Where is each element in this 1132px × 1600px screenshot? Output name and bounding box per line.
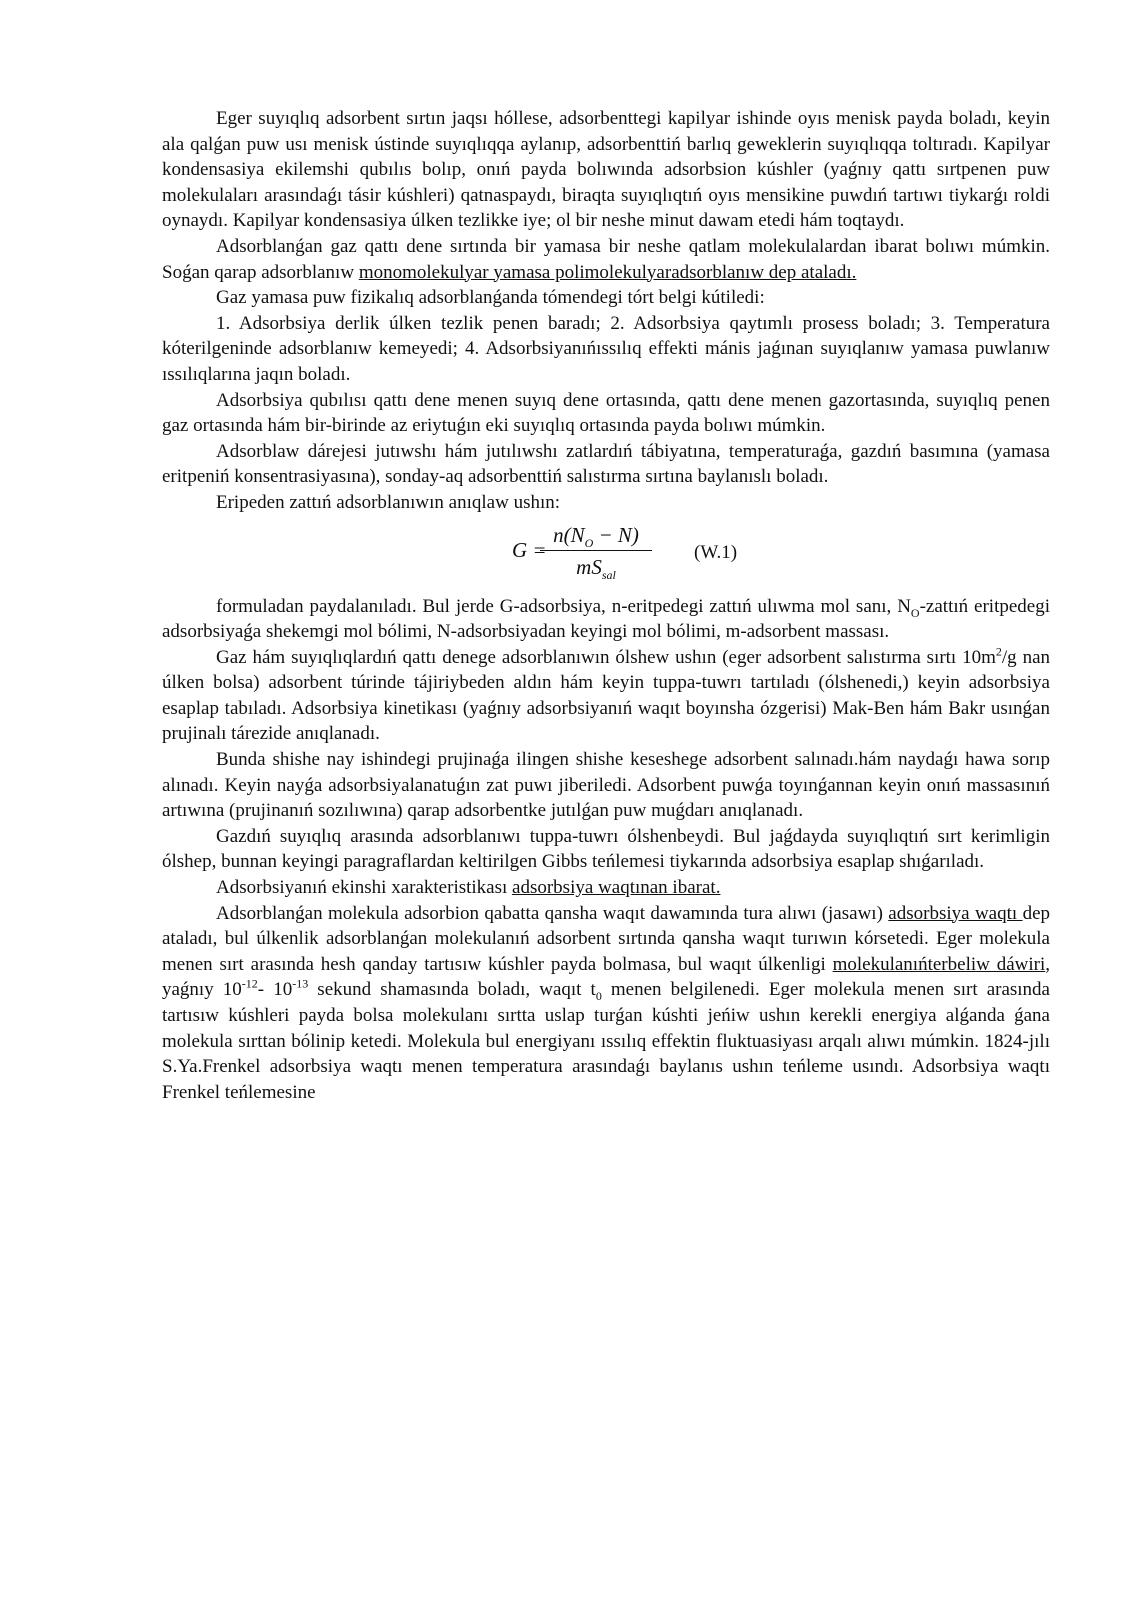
paragraph-four-signs: 1. Adsorbsiya derlik úlken tezlik penen baradı; 2. Adsorbsiya qaytımlı prosess boladı; 3. Temperatura kóterilgeninde adsorblanıw kemeyedi; 4. Adsorbsiyanıńıssılıq effekti mánis jaǵınan suyıqlanıw yamasa puwlanıw ıssılıqlarına jaqın boladı.	[162, 312, 1050, 385]
underlined-term: adsorblanıw dep ataladı.	[671, 261, 857, 283]
paragraph-adsorption-time: Adsorblanǵan molekula adsorbion qabatta qansha waqıt dawamında tura alıwı (jasawı) adsorbsiya waqtı dep ataladı, bul úlkenlik adsorblanǵan molekulanıń adsorbent sırtında qansha waqıt turıwın kórsetedi. Eger molekula menen sırt arasında hesh qanday tartısıw kúshler payda bolmasa, bul waqıt úlkenligi molekulanıńterbeliw dáwiri, yaǵnıy $10^{-12}-$ $10^{-13}$ sekund shamasında boladı, waqıt $t_0$ menen belgilenedi. Eger molekula menen sırt arasında tartısıw kúshleri payda bolsa molekulanı sırtta uslap turǵan kúshti jeńiw ushın kerekli energiya alǵanda ǵana molekula sırttan bólinip ketedi. Molekula bul energiyanı ıssılıq effektin fluktuasiyası arqalı alıwı múmkin. 1824-jılı S.Ya.Frenkel adsorbsiya waqtı menen temperatura arasındaǵı baylanıs ushın teńleme usındı. Adsorbsiya waqtı Frenkel teńlemesine	[162, 902, 1050, 1103]
paragraph-adsorption-phases: Adsorbsiya qubılısı qattı dene menen suyıq dene ortasında, qattı dene menen gazortasında, suyıqlıq penen gaz ortasında hám bir-birinde az eriytuǵın eki suyıqlıq ortasında payda bolıwı múmkin.	[162, 389, 1050, 437]
formula-label: (W.1)	[694, 541, 738, 563]
formula-fraction	[540, 522, 652, 582]
paragraph-spring-balance: Bunda shishe nay ishindegi prujinaǵa ilingen shishe keseshege adsorbent salınadı.hám naydaǵı hawa sorıp alınadı. Keyin nayǵa adsorbsiyalanatuǵın zat puwı jiberiledi. Adsorbent puwǵa toyınǵannan keyin onıń massasınıń artıwına (prujinanıń sozılıwına) qarap adsorbentke jutılǵan puw muǵdarı anıqlanadı.	[162, 749, 1050, 822]
paragraph-gibbs: Gazdıń suyıqlıq arasında adsorblanıwı tuppa-tuwrı ólshenbeydi. Bul jaǵdayda suyıqlıqtıń sırt kerimligin ólshep, bunnan keyingi paragraflardan keltirilgen Gibbs teńlemesi tiykarında adsorbsiya esaplap shıǵarıladı.	[162, 825, 1050, 873]
text-run: Adsorblanǵan gaz qattı dene sırtında bir yamasa bir neshe qatlam molekulalardan ibarat bolıwı múmkin. Soǵan qarap adsorblanıw	[162, 235, 1050, 283]
document-page	[162, 106, 1050, 1105]
formula-numerator: $n(N_O - N)$	[553, 522, 639, 550]
paragraph-measurement: Gaz hám suyıqlıqlardıń qattı denege adsorblanıwın ólshew ushın (eger adsorbent salıstırma sırtı $10m^2/g$ nan úlken bolsa) adsorbent túrinde tájiriybeden aldın hám keyin tuppa-tuwrı tartıladı (ólshenedi,) keyin adsorbsiya esaplap tabıladı. Adsorbsiya kinetikası (yaǵnıy adsorbsiyanıń waqıt boyınsha ózgerisi) Mak-Ben hám Bakr usınǵan prujinalı tárezide anıqlanadı.	[162, 644, 1050, 745]
paragraph-second-characteristic: Adsorbsiyanıń ekinshi xarakteristikası adsorbsiya waqtınan ibarat.	[216, 877, 721, 899]
underlined-term: adsorbsiya waqtınan ibarat.	[512, 877, 721, 899]
paragraph-four-signs-intro: Gaz yamasa puw fizikalıq adsorblanǵanda tómendegi tórt belgi kútiledi:	[216, 287, 765, 309]
underlined-term: monomolekulyar yamasa polimolekulyar	[358, 261, 672, 283]
paragraph-adsorption-degree: Adsorblaw dárejesi jutıwshı hám jutılıwshı zatlardıń tábiyatına, temperaturaǵa, gazdıń basımına (yamasa eritpeniń konsentrasiyasına), sonday-aq adsorbenttiń salıstırma sırtına baylanıslı boladı.	[162, 440, 1050, 488]
paragraph-formula-explanation: formuladan paydalanıladı. Bul jerde G-adsorbsiya, n-eritpedegi zattıń ulıwma mol sanı, $N_O$-zattıń eritpedegi adsorbsiyaǵa shekemgi mol bólimi, N-adsorbsiyadan keyingi mol bólimi, m-adsorbent massası.	[162, 595, 1050, 643]
fraction-bar	[540, 550, 652, 551]
paragraph-formula-intro: Eripeden zattıń adsorblanıwın anıqlaw ushın:	[216, 491, 561, 513]
formula-denominator: $mS_{sal}$	[576, 554, 616, 582]
paragraph-capillary-condensation: Eger suyıqlıq adsorbent sırtın jaqsı hóllese, adsorbenttegi kapilyar ishinde oyıs menisk payda boladı, keyin ala qalǵan puw usı menisk ústinde suyıqlıqqa aylanıp, adsorbenttiń barlıq geweklerin suyıqlıqqa toltıradı. Kapilyar kondensasiya ekilemshi qubılıs bolıp, onıń payda bolıwında adsorbsion kúshler (yaǵnıy qattı sırtpenen puw molekulaları arasındaǵı tásir kúshleri) qatnaspaydı, biraqta suyıqlıqtıń oyıs mensikine puwdıń tartıwı tiykarǵı roldi oynaydı. Kapilyar kondensasiya úlken tezlikke iye; ol bir neshe minut dawam etedi hám toqtaydı.	[162, 108, 1050, 232]
paragraph-adsorption-layers	[162, 234, 1050, 285]
underlined-term: molekulanıńterbeliw dáwiri	[832, 953, 1046, 975]
underlined-term: adsorbsiya waqtı	[888, 902, 1023, 924]
formula-w1	[162, 522, 1050, 586]
formula-lhs: G =	[512, 537, 547, 562]
